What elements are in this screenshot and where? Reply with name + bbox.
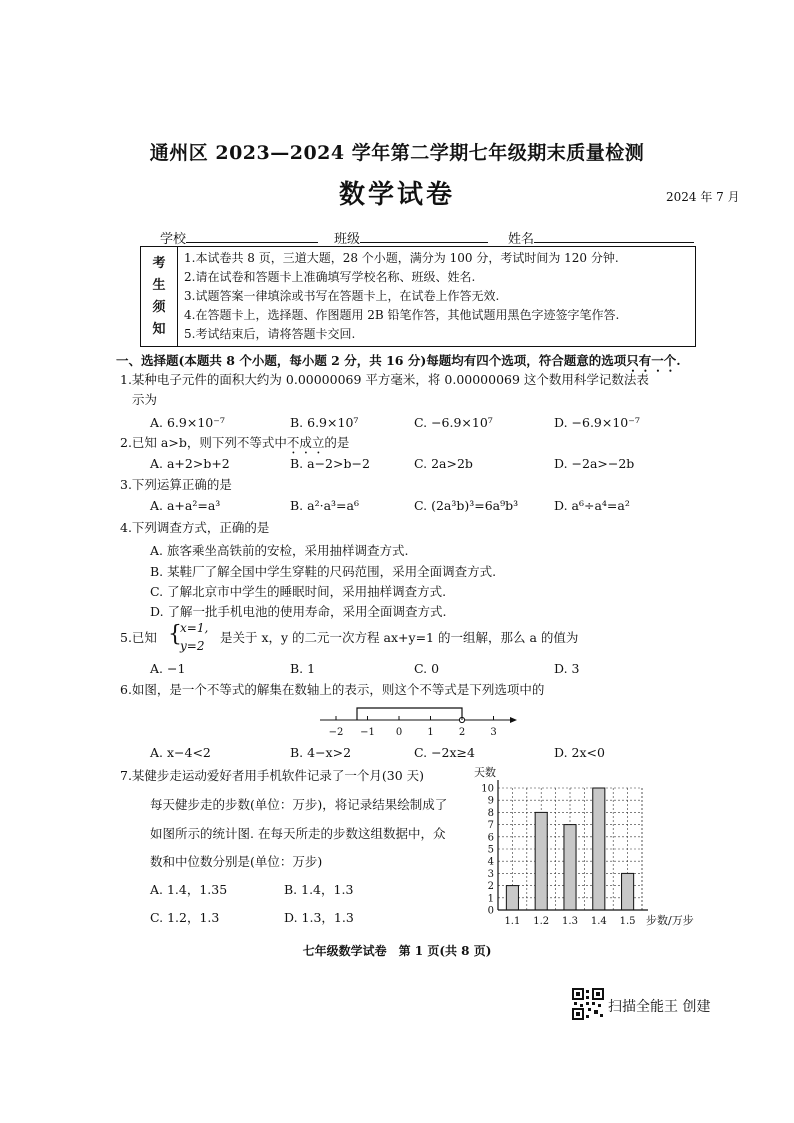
q4-option-a: A. 旅客乘坐高铁前的安检，采用抽样调查方式. (150, 543, 409, 558)
x-tick-label: 1.5 (619, 916, 636, 927)
q7-line2: 每天健步走的步数(单位：万步)，将记录结果绘制成了 (150, 797, 448, 812)
q6-option-c: C. −2x≥4 (414, 745, 475, 760)
q5-system-line1: x=1, (180, 621, 209, 635)
exam-title: 通州区 2023—2024 学年第二学期七年级期末质量检测 (149, 142, 645, 164)
section-heading: 一、选择题(本题共 8 个小题，每小题 2 分，共 16 分)每题均有四个选项，符合题意的选项只有一个. (116, 353, 681, 368)
q6-option-b: B. 4−x>2 (290, 745, 352, 760)
q3-option-c: C. (2a³b)³=6a⁹b³ (414, 498, 519, 513)
q7-option-b: B. 1.4，1.3 (284, 882, 354, 897)
y-tick-label: 6 (487, 832, 494, 844)
page-footer: 七年级数学试卷 第 1 页(共 8 页) (302, 944, 492, 958)
number-line-tick-label: −2 (328, 727, 344, 738)
q1-line1: 1.某种电子元件的面积大约为 0.00000069 平方毫米，将 0.00000069 这个数用科学记数法表 (120, 372, 649, 387)
y-tick-label: 9 (487, 795, 494, 807)
class-field (334, 228, 488, 247)
notice-item: 2.请在试卷和答题卡上准确填写学校名称、班级、姓名. (184, 270, 476, 284)
q5-stem-post: 是关于 x，y 的二元一次方程 ax+y=1 的一组解，那么 a 的值为 (220, 630, 579, 645)
solution-set-bracket (357, 708, 462, 720)
q3-stem: 3.下列运算正确的是 (120, 477, 232, 492)
number-line-tick-label: 2 (458, 727, 466, 738)
q1-option-a: A. 6.9×10⁻⁷ (150, 415, 225, 430)
notice-label: 考 生 须 知 (141, 247, 178, 347)
notice-item: 4.在答题卡上，选择题、作图题用 2B 铅笔作答，其他试题用黑色字迹签字笔作答. (184, 308, 620, 322)
q6-option-d: D. 2x<0 (554, 745, 605, 760)
q2-option-c: C. 2a>2b (414, 456, 473, 471)
chart-bar (564, 825, 576, 910)
q5-option-b: B. 1 (290, 661, 316, 676)
class-label: 班级 (334, 232, 361, 247)
q1-option-d: D. −6.9×10⁻⁷ (554, 415, 640, 430)
q5-stem-pre: 5.已知 (120, 630, 157, 645)
q7-bar-chart (474, 764, 694, 930)
exam-date: 2024 年 7 月 (666, 190, 740, 204)
scanner-watermark: 扫描全能王 创建 (608, 999, 711, 1015)
q7-line4: 数和中位数分别是(单位：万步) (150, 854, 323, 869)
q2-stem: 2.已知 a>b，则下列不等式中不成立的是 (120, 435, 350, 450)
section-heading-emphasis: 只有一个 (626, 353, 677, 368)
name-label: 姓名 (508, 232, 535, 247)
y-axis-title: 天数 (474, 766, 496, 779)
y-tick-label: 5 (487, 844, 494, 856)
q5-option-c: C. 0 (414, 661, 440, 676)
q7-option-c: C. 1.2，1.3 (150, 910, 220, 925)
y-tick-label: 7 (487, 820, 494, 832)
q6-stem: 6.如图，是一个不等式的解集在数轴上的表示，则这个不等式是下列选项中的 (120, 682, 545, 697)
x-tick-label: 1.2 (533, 916, 550, 927)
q4-stem: 4.下列调查方式，正确的是 (120, 520, 270, 535)
q1-option-b: B. 6.9×10⁷ (290, 415, 359, 430)
q2-option-a: A. a+2>b+2 (150, 456, 230, 471)
x-axis-title: 步数/万步 (646, 914, 694, 927)
x-tick-label: 1.1 (504, 916, 521, 927)
notice-item: 1.本试卷共 8 页，三道大题，28 个小题，满分为 100 分，考试时间为 120 分钟. (184, 251, 619, 265)
exam-subtitle: 数学试卷 (338, 180, 455, 210)
y-tick-label: 4 (487, 856, 494, 868)
q5-system-line2: y=2 (180, 639, 205, 653)
notice-item: 3.试题答案一律填涂或书写在答题卡上，在试卷上作答无效. (184, 289, 500, 303)
y-tick-label: 0 (487, 905, 494, 917)
q7-option-a: A. 1.4，1.35 (150, 882, 228, 897)
chart-bar (535, 812, 547, 910)
q2-emphasis: 不成立 (286, 435, 325, 450)
number-line-tick-label: 1 (427, 727, 434, 738)
q6-option-a: A. x−4<2 (150, 745, 211, 760)
number-line-tick-label: −1 (360, 727, 375, 738)
q4-option-c: C. 了解北京市中学生的睡眠时间，采用抽样调查方式. (150, 584, 447, 599)
chart-bar (622, 873, 634, 910)
chart-bar (593, 788, 605, 910)
q3-option-b: B. a²·a³=a⁶ (290, 498, 359, 513)
number-line-tick-label: 0 (395, 727, 403, 738)
q7-line1: 7.某健步走运动爱好者用手机软件记录了一个月(30 天) (120, 768, 425, 783)
y-tick-label: 2 (487, 881, 494, 893)
number-line-tick-label: 3 (490, 727, 497, 738)
q4-option-b: B. 某鞋厂了解全国中学生穿鞋的尺码范围，采用全面调查方式. (150, 564, 497, 579)
name-field (508, 228, 694, 247)
q1-line2: 示为 (132, 392, 158, 407)
q6-number-line (310, 700, 520, 740)
q2-option-d: D. −2a>−2b (554, 456, 635, 471)
notice-item: 5.考试结束后，请将答题卡交回. (184, 327, 356, 341)
class-blank (360, 229, 488, 243)
number-line-arrow (510, 717, 517, 723)
q5-option-d: D. 3 (554, 661, 580, 676)
q5-option-a: A. −1 (150, 661, 186, 676)
notice-table (140, 246, 696, 347)
y-tick-label: 8 (487, 807, 494, 819)
y-tick-label: 10 (481, 783, 494, 795)
x-tick-label: 1.3 (562, 916, 578, 927)
name-blank (534, 229, 694, 243)
q1-option-c: C. −6.9×10⁷ (414, 415, 493, 430)
q4-option-d: D. 了解一批手机电池的使用寿命，采用全面调查方式. (150, 604, 447, 619)
school-label: 学校 (160, 232, 187, 247)
q2-option-b: B. a−2>b−2 (290, 456, 370, 471)
qr-code-icon (572, 988, 604, 1020)
y-tick-label: 1 (487, 893, 494, 905)
q7-option-d: D. 1.3，1.3 (284, 910, 354, 925)
chart-bar (506, 886, 518, 910)
q5-brace: { (168, 622, 182, 647)
notice-items (178, 247, 696, 347)
school-field (160, 228, 318, 247)
q3-option-d: D. a⁶÷a⁴=a² (554, 498, 630, 513)
q3-option-a: A. a+a²=a³ (150, 498, 221, 513)
q7-line3: 如图所示的统计图. 在每天所走的步数这组数据中，众 (150, 826, 446, 841)
school-blank (186, 229, 318, 243)
x-tick-label: 1.4 (590, 916, 607, 927)
y-tick-label: 3 (487, 868, 494, 880)
